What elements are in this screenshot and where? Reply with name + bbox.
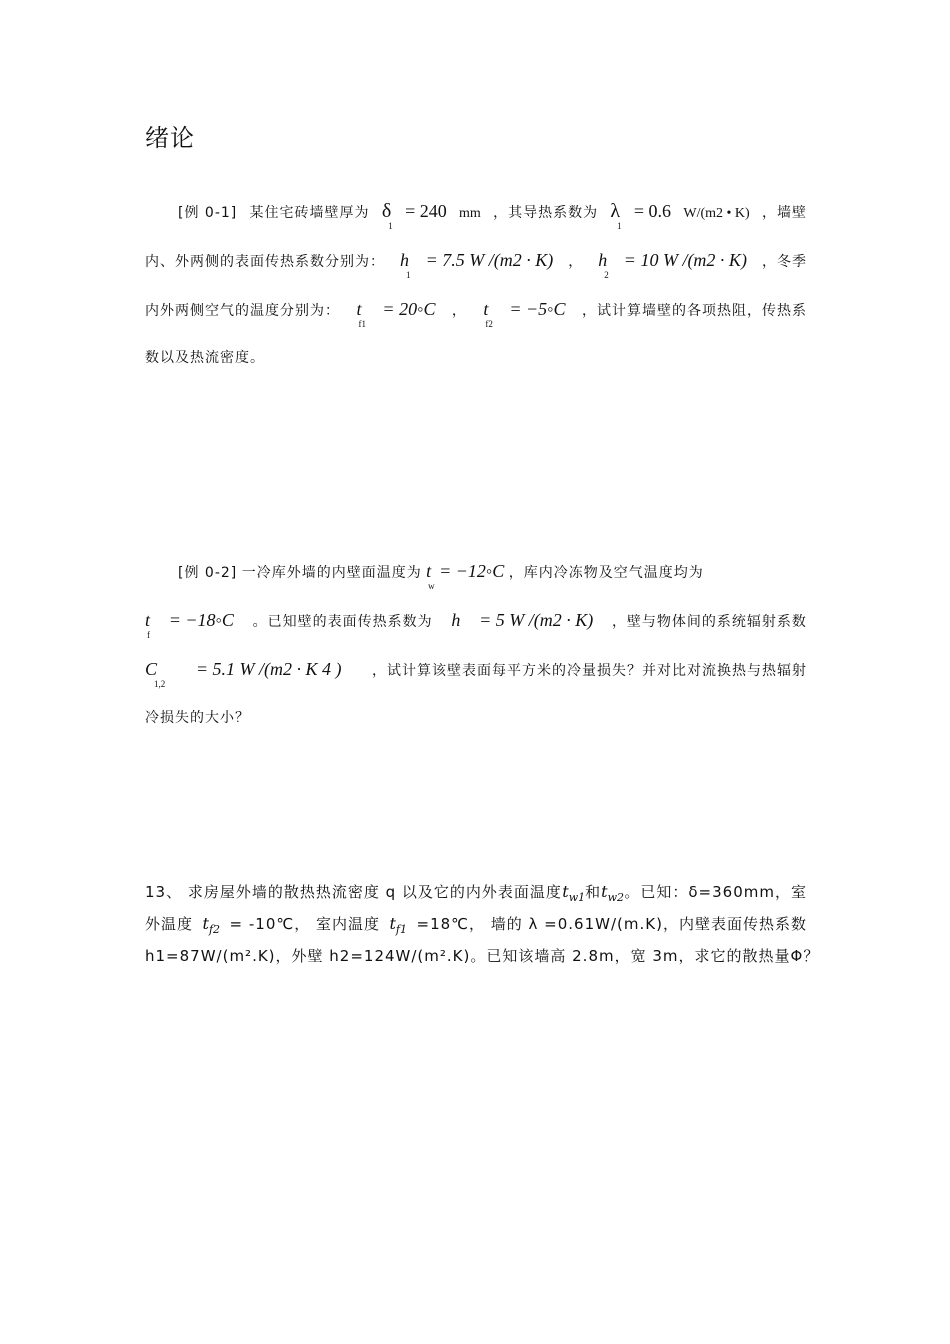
ex1-text: 某住宅砖墙壁厚为 [249, 205, 370, 221]
ex2-label: [例 0-2] [178, 565, 238, 581]
ex2-text: 一冷库外墙的内壁面温度为 [241, 565, 422, 581]
ex1-line-2 [145, 245, 807, 280]
ex2-c: $C_{1,2}$ [145, 659, 166, 689]
ex1-h1-value: = 7.5 W /(m2 · K) [425, 250, 554, 270]
ex3-line-2 [145, 912, 807, 936]
ex1-text: 内、外两侧的表面传热系数分别为： [145, 254, 385, 270]
ex1-text: 内外两侧空气的温度分别为： [145, 303, 340, 319]
ex2-text: 冷损失的大小？ [145, 710, 250, 726]
ex1-separator: ， [451, 303, 467, 319]
ex1-h2-value: = 10 W /(m2 · K) [623, 250, 747, 270]
ex1-text: ，其导热系数为 [493, 205, 599, 221]
ex1-text: 数以及热流密度。 [145, 350, 265, 366]
ex2-tw: $t_w$ [426, 561, 435, 591]
ex1-lambda: $\lambda_1$ [610, 200, 622, 231]
ex1-tf2: $t_{f2}$ [483, 299, 493, 329]
ex1-lambda-unit: W/(m2 • K) [683, 206, 750, 221]
example-0-1 [145, 196, 807, 392]
ex2-line-4 [145, 703, 807, 733]
ex1-text: ，墙壁 [762, 205, 807, 221]
ex1-thickness: = 240 [405, 201, 447, 221]
ex3-text: =18℃， 墙的 λ =0.61W/(m.K)，内壁表面传热系数 [416, 915, 807, 933]
ex1-text: ，冬季 [761, 254, 807, 270]
ex1-line-1 [145, 196, 807, 231]
ex2-tf-value: = −18◦C [168, 610, 234, 630]
ex3-text: 外温度 [145, 915, 194, 933]
ex3-line-3 [145, 944, 820, 968]
ex1-tf2-value: = −5◦C [509, 299, 566, 319]
ex2-line-2 [145, 605, 807, 640]
ex3-text: h1=87W/(m².K)，外壁 h2=124W/(m².K)。已知该墙高 2.8m，宽 3m，求它的散热量Φ？ [145, 947, 820, 965]
ex1-separator: ， [568, 254, 584, 270]
ex2-text: ，试计算该壁表面每平方米的冷量损失？并对比对流换热与热辐射 [372, 663, 807, 679]
ex1-line-4 [145, 343, 807, 373]
ex2-text: 。已知壁的表面传热系数为 [252, 614, 433, 630]
ex1-h2: $h_2$ [598, 250, 609, 280]
ex2-h: h [451, 610, 461, 630]
ex1-text: ，试计算墙壁的各项热阻，传热系 [581, 303, 807, 319]
ex3-line-1 [145, 880, 807, 904]
ex3-tf2: $t_{f2}$ [202, 914, 221, 936]
ex3-text: 。已知：δ=360mm，室 [624, 883, 807, 901]
ex2-line-1 [145, 556, 807, 591]
ex1-tf1-value: = 20◦C [382, 299, 436, 319]
ex2-tw-value: = −12◦C [439, 561, 505, 581]
ex2-text: ，库内冷冻物及空气温度均为 [508, 565, 704, 581]
section-title: 绪论 [145, 124, 195, 152]
ex3-tf1: $t_{f1}$ [389, 914, 407, 936]
ex2-line-3 [145, 654, 807, 689]
ex2-text: ，壁与物体间的系统辐射系数 [611, 614, 807, 630]
ex1-label: [例 0-1] [178, 205, 238, 221]
ex1-line-3 [145, 294, 807, 329]
problem-13 [145, 880, 820, 976]
ex1-unit: mm [459, 206, 481, 221]
ex2-tf: $t_f$ [145, 610, 151, 640]
ex2-h-value: = 5 W /(m2 · K) [479, 610, 594, 630]
ex1-delta: $\delta_1$ [381, 200, 393, 231]
ex3-text: 13、 求房屋外墙的散热热流密度 q 以及它的内外表面温度 [145, 883, 562, 901]
example-0-2 [145, 556, 807, 752]
ex3-text: = -10℃， 室内温度 [229, 915, 380, 933]
ex1-tf1: $t_{f1}$ [356, 299, 366, 329]
ex1-h1: $h_1$ [400, 250, 411, 280]
ex1-lambda-value: = 0.6 [633, 201, 672, 221]
ex2-c-value: = 5.1 W /(m2 · K 4 ) [195, 659, 342, 679]
ex3-tw1: $t_{w1}$和$t_{w2}$ [562, 882, 625, 904]
